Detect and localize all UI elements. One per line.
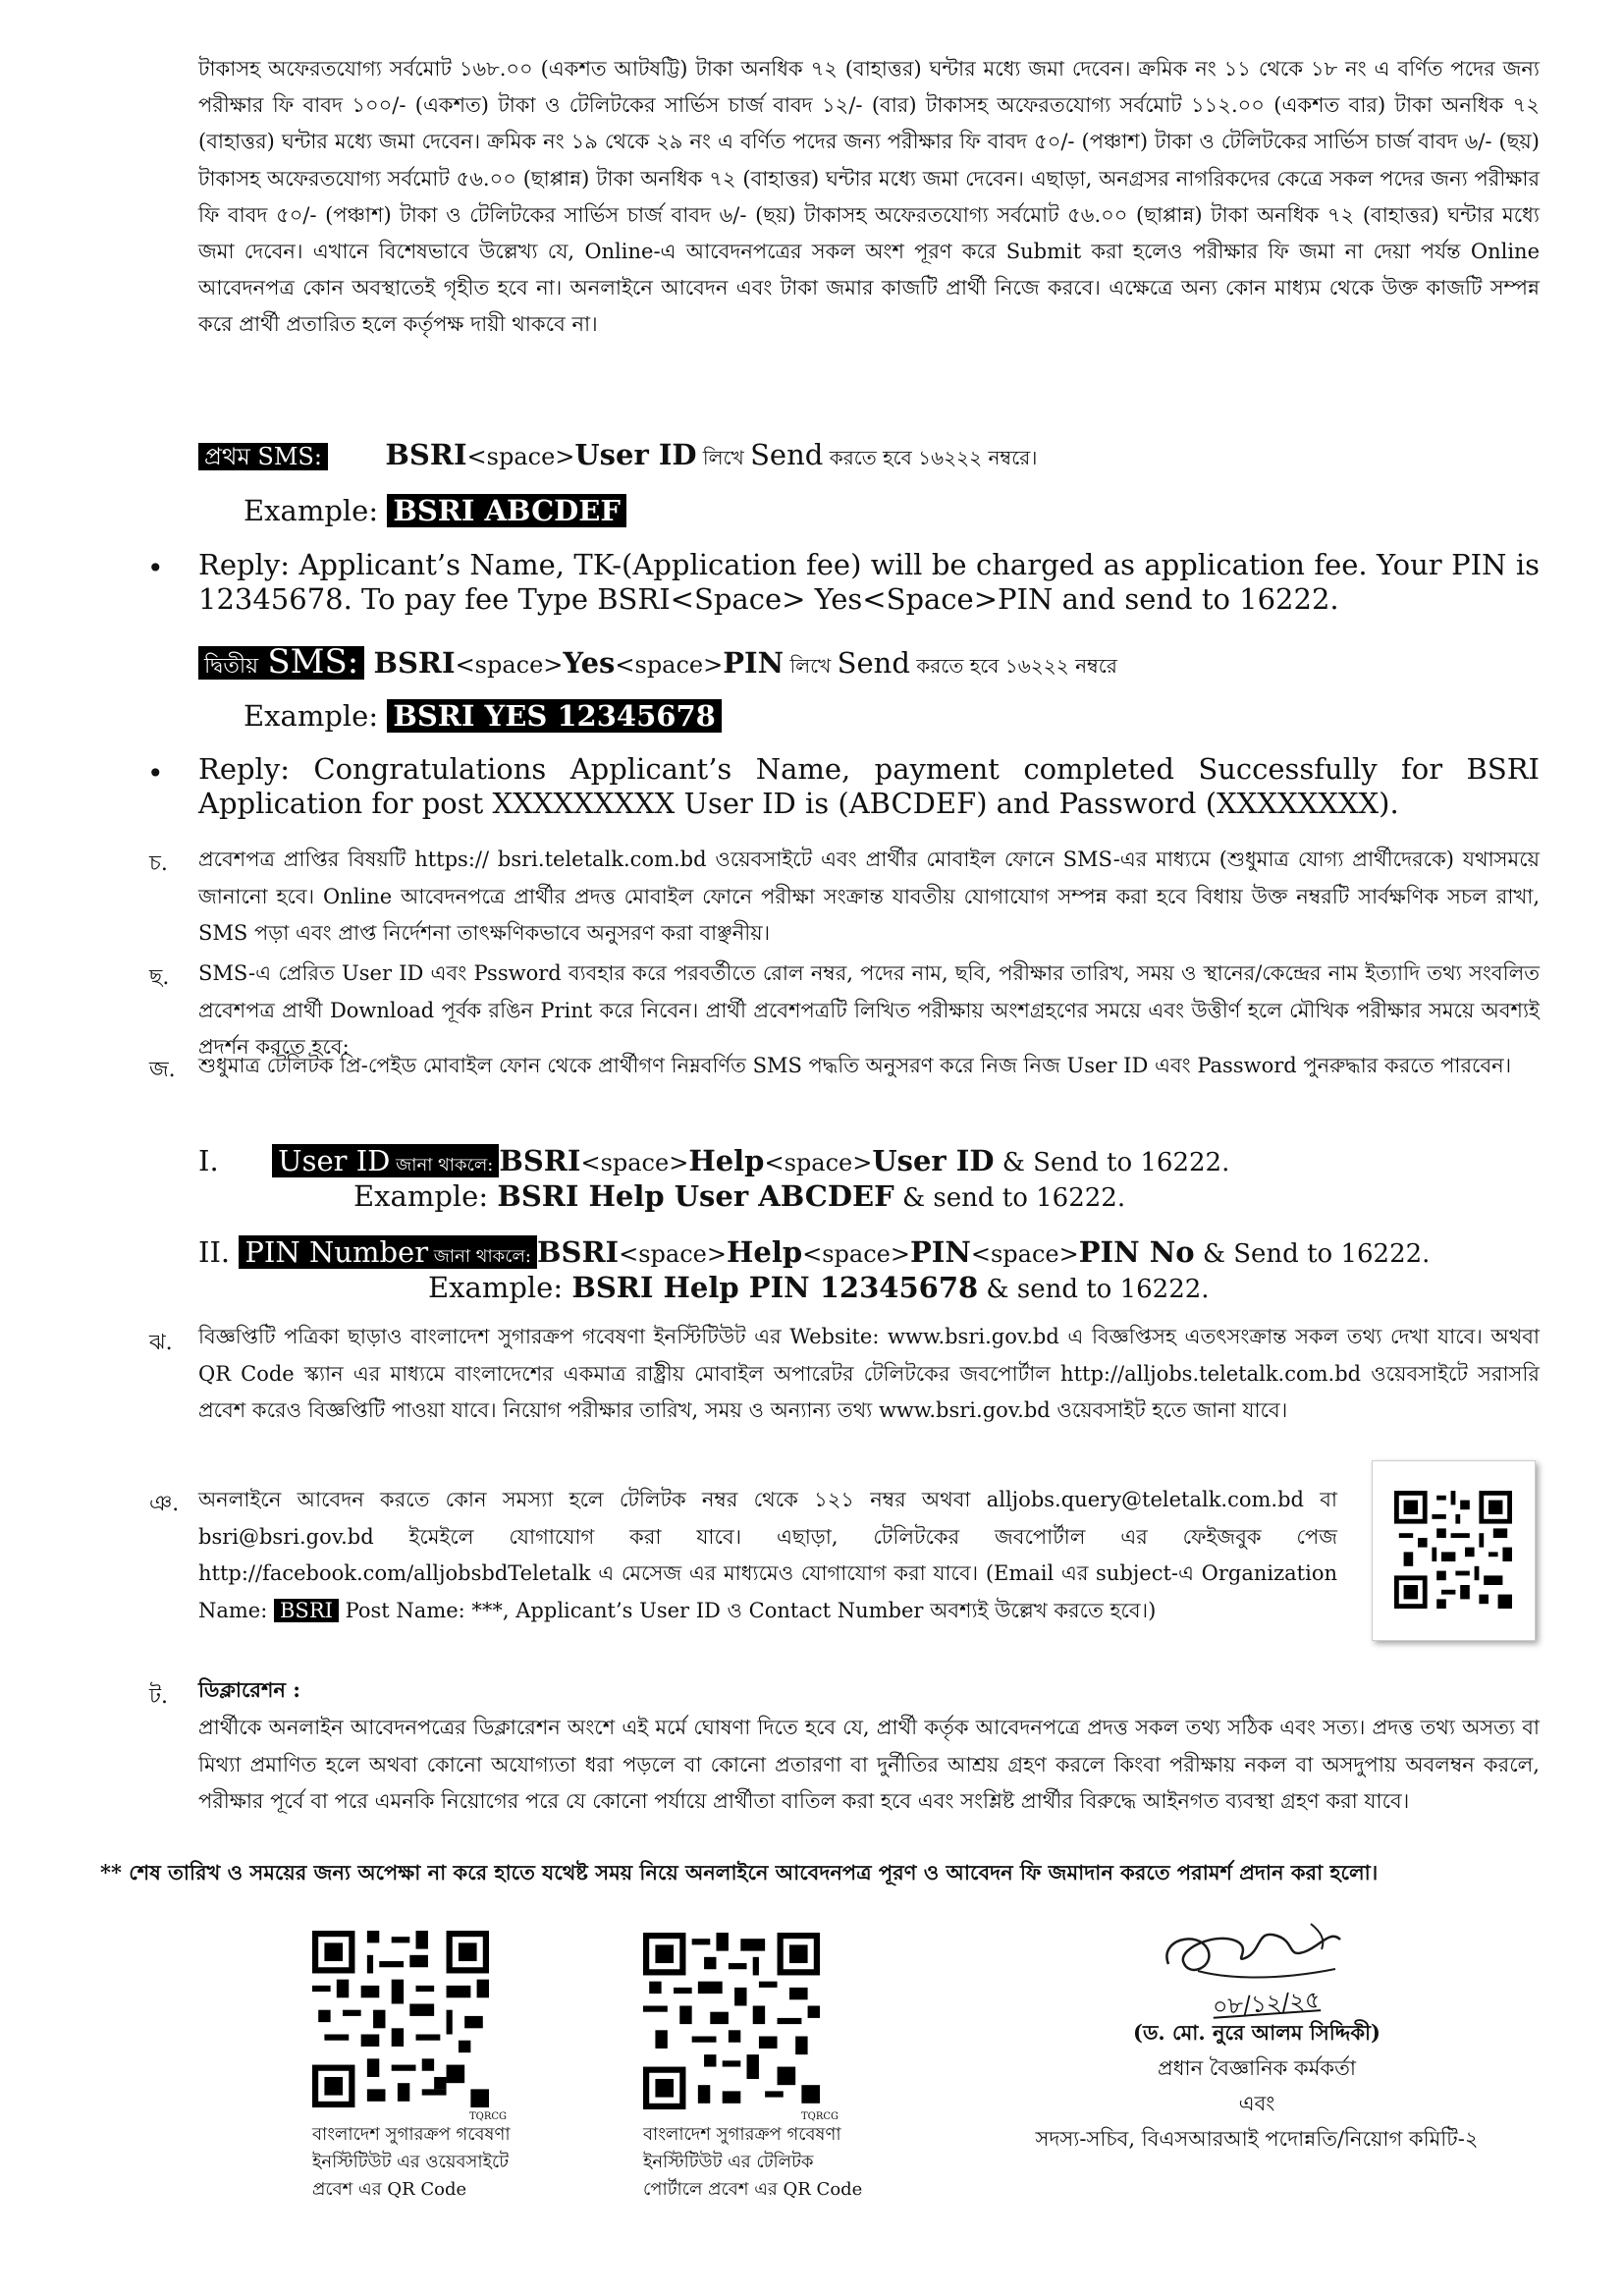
advice-line: ** শেষ তারিখ ও সময়ের জন্য অপেক্ষা না করে হাতে যথেষ্ট সময় নিয়ে অনলাইনে আবেদনপত্র পূরণ ও আবেদন ফি জমাদান করতে পরামর্শ প্রদান করা হলো। [100,1860,1379,1885]
item-marker: ছ. [149,965,170,990]
admit-card-download-info: SMS-এ প্রেরিত User ID এবং Pssword ব্যবহার করে পরবর্তীতে রোল নম্বর, পদের নাম, ছবি, পরীক্ষার তারিখ, সময় ও স্থানের/কেন্দ্রের নাম ইত্যাদি তথ্য সংবলিত প্রবেশপত্র প্রার্থী Download পূর্বক রঙিন Print করে নিবেন। প্রার্থী প্রবেশপত্রটি লিখিত পরীক্ষায় অংশগ্রহণের সময়ে এবং উত্তীর্ণ হলে মৌখিক পরীক্ষার সময়ে অবশ্যই প্রদর্শন করতে হবে: [198,961,1540,1059]
second-sms-suffix-c: করতে হবে ১৬২২২ নম্বরে [909,654,1117,678]
first-sms-cmd-bsri: BSRI [385,438,467,471]
second-sms-cmd-pin: PIN [723,646,785,680]
item-marker: চ. [149,851,168,876]
first-sms-example-label: Example: [244,494,379,527]
second-sms-example-value: BSRI YES 12345678 [387,699,722,733]
signature-date: ০৮/১২/২৫ [1212,1986,1322,2021]
first-sms-label: প্রথম SMS: [198,443,328,470]
signatory-name: (ড. মো. নুরে আলম সিদ্দিকী) [1133,2020,1380,2045]
second-sms-send: Send [837,646,910,680]
second-sms-label: দ্বিতীয় SMS: [198,646,364,680]
step-label: PIN Number জানা থাকলে: [239,1235,537,1269]
reply-bullet: • [147,757,164,790]
recovery-step-pin: II. PIN Number জানা থাকলে: BSRI<space>Help<space>PIN<space>PIN No & Send to 16222. [198,1235,1431,1269]
signatory-title: প্রধান বৈজ্ঞানিক কর্মকর্তা [1158,2056,1356,2080]
contact-info: অনলাইনে আবেদন করতে কোন সমস্যা হলে টেলিটক নম্বর থেকে ১২১ নম্বর অথবা alljobs.query@teletalk.com.bd বা bsri@bsri.gov.bd ইমেইলে যোগাযোগ করা যাবে। এছাড়া, টেলিটকের জবপোর্টাল এর ফেইজবুক পেজ http://facebook.com/alljobsbdTeletalk এ মেসেজ এর মাধ্যমেও যোগাযোগ করা যাবে। (Email এর subject-এ Organization Name: BSRI Post Name: ***, Applicant’s User ID ও Contact Number অবশ্যই উল্লেখ করতে হবে।) [198,1488,1337,1622]
second-sms-suffix-a: লিখে [784,654,838,678]
signatory-role: সদস্য-সচিব, বিএসআরআই পদোন্নতি/নিয়োগ কমিটি-২ [1035,2127,1479,2151]
first-sms-send: Send [750,438,824,471]
admit-card-info: প্রবেশপত্র প্রাপ্তির বিষয়টি https:// bsri.teletalk.com.bd ওয়েবসাইটে এবং প্রার্থীর মোবাইল ফোনে SMS-এর মাধ্যমে (শুধুমাত্র যোগ্য প্রার্থীদেরকে) যথাসময়ে জানানো হবে। Online আবেদনপত্রে প্রার্থীর প্রদত্ত মোবাইল ফোনে পরীক্ষা সংক্রান্ত যাবতীয় যোগাযোগ সম্পন্ন করা হবে বিধায় উক্ত নম্বরটি সার্বক্ষণিক সচল রাখা, SMS পড়া এবং প্রাপ্ত নির্দেশনা তাৎক্ষণিকভাবে অনুসরণ করা বাঞ্ছনীয়। [198,847,1540,945]
first-reply: Reply: Applicant’s Name, TK-(Application fee) will be charged as application fee. Your PIN is 12345678. To pay fee Type BSRI<Space> Yes<Space>PIN and send to 16222. [198,548,1540,616]
fee-paragraph: টাকাসহ অফেরতযোগ্য সর্বমোট ১৬৮.০০ (একশত আটষট্টি) টাকা অনধিক ৭২ (বাহাত্তর) ঘন্টার মধ্যে জমা দেবেন। ক্রমিক নং ১১ থেকে ১৮ নং এ বর্ণিত পদের জন্য পরীক্ষার ফি বাবদ ১০০/- (একশত) টাকা ও টেলিটকের সার্ভিস চার্জ বাবদ ১২/- (বার) টাকাসহ অফেরতযোগ্য সর্বমোট ১১২.০০ (একশত বার) টাকা অনধিক ৭২ (বাহাত্তর) ঘন্টার মধ্যে জমা দেবেন। ক্রমিক নং ১৯ থেকে ২৯ নং এ বর্ণিত পদের জন্য পরীক্ষার ফি বাবদ ৫০/- (পঞ্চাশ) টাকা ও টেলিটকের সার্ভিস চার্জ বাবদ ৬/- (ছয়) টাকাসহ অফেরতযোগ্য সর্বমোট ৫৬.০০ (ছাপ্পান্ন) টাকা অনধিক ৭২ (বাহাত্তর) ঘন্টার মধ্যে জমা দেবেন। এছাড়া, অনগ্রসর নাগরিকদের কেত্রে সকল পদের জন্য পরীক্ষার ফি বাবদ ৫০/- (পঞ্চাশ) টাকা ও টেলিটকের সার্ভিস চার্জ বাবদ ৬/- (ছয়) টাকাসহ অফেরতযোগ্য সর্বমোট ৫৬.০০ (ছাপ্পান্ন) টাকা অনধিক ৭২ (বাহাত্তর) ঘন্টার মধ্যে জমা দেবেন। এখানে বিশেষভাবে উল্লেখ্য যে, Online-এ আবেদনপত্রের সকল অংশ পূরণ করে Submit করা হলেও পরীক্ষার ফি জমা না দেয়া পর্যন্ত Online আবেদনপত্র কোন অবস্থাতেই গৃহীত হবে না। অনলাইনে আবেদন এবং টাকা জমার কাজটি প্রার্থী নিজে করবে। এক্ষেত্রে অন্য কোন মাধ্যম থেকে উক্ত কাজটি সম্পন্ন করে প্রার্থী প্রতারিত হলে কর্তৃপক্ষ দায়ী থাকবে না। [198,57,1540,337]
first-sms-cmd-userid: User ID [574,438,697,471]
step-numeral: I. [198,1144,219,1177]
step-numeral: II. [198,1235,231,1269]
recovery-info: শুধুমাত্র টেলিটক প্রি-পেইড মোবাইল ফোন থেকে প্রার্থীগণ নিম্নবর্ণিত SMS পদ্ধতি অনুসরণ করে নিজ নিজ User ID এবং Password পুনরুদ্ধার করতে পারবেন। [198,1054,1512,1077]
first-sms-line [198,438,1037,478]
website-info: বিজ্ঞপ্তিটি পত্রিকা ছাড়াও বাংলাদেশ সুগারক্রপ গবেষণা ইনস্টিটিউট এর Website: www.bsri.gov.bd এ বিজ্ঞপ্তিসহ এতৎসংক্রান্ত সকল তথ্য দেখা যাবে। অথবা QR Code স্ক্যান এর মাধ্যমে বাংলাদেশের একমাত্র রাষ্ট্রীয় মোবাইল অপারেটর টেলিটকের জবপোর্টাল http://alljobs.teletalk.com.bd ওয়েবসাইটে সরাসরি প্রবেশ করেও বিজ্ঞপ্তিটি পাওয়া যাবে। নিয়োগ পরীক্ষার তারিখ, সময় ও অন্যান্য তথ্য www.bsri.gov.bd ওয়েবসাইট হতে জানা যাবে। [198,1325,1540,1422]
step-label: User ID জানা থাকলে: [272,1144,499,1177]
first-sms-example-value: BSRI ABCDEF [387,494,626,527]
first-sms-suffix-c: করতে হবে ১৬২২২ নম্বরে। [823,446,1038,469]
recovery-step-userid-example: Example: BSRI Help User ABCDEF & send to 16222. [353,1179,1126,1213]
first-sms-example [244,494,626,527]
second-sms-example [244,699,722,733]
signature-block [982,2015,1532,2157]
teletalk-portal-qr-code [643,1933,820,2109]
item-marker: ঝ. [149,1331,173,1355]
qr-brand-left: TQRCG [469,2111,508,2122]
signatory-and: এবং [1238,2092,1275,2115]
bsri-website-qr-code [312,1931,489,2107]
facebook-qr-code [1394,1491,1512,1609]
second-sms-line [198,642,1117,685]
org-name-highlight: BSRI [274,1599,339,1622]
second-sms-cmd-bsri: BSRI [373,646,456,680]
declaration-heading: ডিক্লারেশন : [198,1677,301,1702]
second-sms-cmd-space2: <space> [615,651,724,679]
handwritten-signature [1139,1910,1365,1998]
second-sms-example-label: Example: [244,699,379,733]
first-sms-cmd-space: <space> [466,443,575,470]
step-cmd: BSRI [499,1144,581,1177]
first-sms-suffix-a: লিখে [696,446,751,469]
second-sms-cmd-space1: <space> [455,651,564,679]
second-sms-cmd-yes: Yes [563,646,616,680]
qr-brand-mid: TQRCG [801,2111,839,2122]
item-marker: ঞ. [149,1492,180,1516]
item-marker: জ. [149,1058,176,1082]
reply-bullet: • [147,552,164,584]
second-reply: Reply: Congratulations Applicant’s Name, payment completed Successfully for BSRI Application for post XXXXXXXXX User ID is (ABCDEF) and Password (XXXXXXXX). [198,752,1540,820]
recovery-step-pin-example: Example: BSRI Help PIN 12345678 & send to 16222. [428,1271,1210,1304]
qr-left-caption: বাংলাদেশ সুগারক্রপ গবেষণা ইনস্টিটিউট এর ওয়েবসাইটে প্রবেশ এর QR Code [312,2124,511,2200]
recovery-step-userid: I. User ID জানা থাকলে: BSRI<space>Help<space>User ID & Send to 16222. [198,1144,1230,1177]
declaration-text: প্রার্থীকে অনলাইন আবেদনপত্রের ডিক্লারেশন অংশে এই মর্মে ঘোষণা দিতে হবে যে, প্রার্থী কর্তৃক আবেদনপত্রে প্রদত্ত সকল তথ্য সঠিক এবং সত্য। প্রদত্ত তথ্য অসত্য বা মিথ্যা প্রমাণিত হলে অথবা কোনো অযোগ্যতা ধরা পড়লে বা কোনো প্রতারণা বা দুর্নীতির আশ্রয় গ্রহণ করলে কিংবা পরীক্ষায় নকল বা অসদুপায় অবলম্বন করলে, পরীক্ষার পূর্বে বা পরে এমনকি নিয়োগের পরে যে কোনো পর্যায়ে প্রার্থীতা বাতিল করা হবে এবং সংশ্লিষ্ট প্রার্থীর বিরুদ্ধে আইনগত ব্যবস্থা গ্রহণ করা যাবে। [198,1716,1540,1813]
facebook-qr-frame [1372,1460,1536,1641]
item-marker: ট. [149,1684,168,1709]
qr-mid-caption: বাংলাদেশ সুগারক্রপ গবেষণা ইনস্টিটিউট এর টেলিটক পোর্টালে প্রবেশ এর QR Code [643,2124,863,2200]
